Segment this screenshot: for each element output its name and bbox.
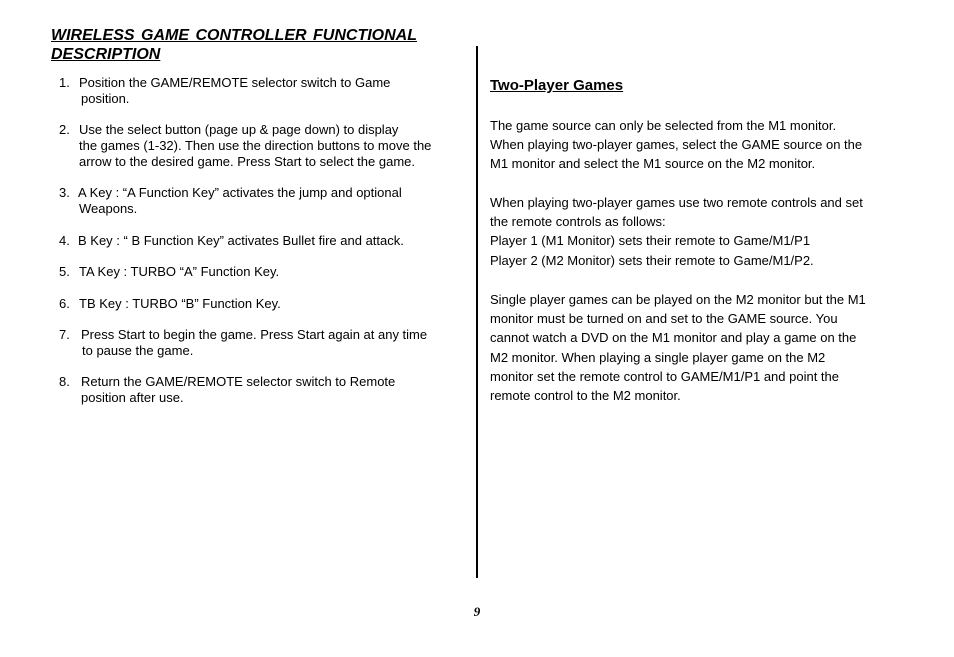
step-line: to pause the game.: [82, 343, 194, 358]
paragraph-line: monitor set the remote control to GAME/M1/P1 and point the: [490, 368, 840, 384]
step-number: 7.: [59, 327, 70, 342]
step-item-3: [59, 185, 402, 217]
step-line: A Key : “A Function Key” activates the jump and optional: [78, 185, 402, 200]
step-line: position after use.: [81, 390, 184, 405]
step-number: 2.: [59, 122, 70, 137]
paragraph-line: the remote controls as follows:: [490, 214, 666, 230]
page-number: 9: [473, 604, 481, 619]
step-line: B Key : “ B Function Key” activates Bullet fire and attack.: [78, 233, 404, 248]
step-item-5: [59, 264, 279, 280]
paragraph-line: The game source can only be selected from the M1 monitor.: [490, 118, 837, 133]
step-item-7: [59, 327, 427, 359]
paragraph: [490, 290, 866, 405]
paragraph-line: M1 monitor and select the M1 source on the M2 monitor.: [490, 156, 816, 172]
column-divider: [476, 46, 478, 578]
step-line: TA Key : TURBO “A” Function Key.: [79, 264, 280, 279]
paragraph-line: M2 monitor. When playing a single player game on the M2: [490, 349, 826, 365]
step-line: Position the GAME/REMOTE selector switch to Game: [79, 75, 391, 90]
step-line: Weapons.: [79, 201, 138, 216]
paragraph-line: Player 1 (M1 Monitor) sets their remote to Game/M1/P1: [490, 233, 811, 249]
step-item-2: [59, 122, 431, 170]
step-number: 4.: [59, 233, 70, 248]
step-line: Press Start to begin the game. Press Start again at any time: [81, 327, 428, 342]
section-title: Two-Player Games: [490, 77, 624, 94]
step-item-6: [59, 296, 281, 312]
paragraph-line: When playing two-player games use two remote controls and set: [490, 195, 863, 210]
heading-line-1: WIRELESS GAME CONTROLLER FUNCTIONAL: [51, 27, 417, 44]
step-item-8: [59, 374, 395, 406]
step-line: arrow to the desired game. Press Start to select the game.: [79, 154, 415, 169]
step-number: 1.: [59, 75, 70, 90]
step-number: 5.: [59, 264, 70, 279]
step-line: position.: [81, 91, 130, 106]
section-heading: [51, 26, 466, 64]
paragraph-line: Single player games can be played on the M2 monitor but the M1: [490, 292, 866, 307]
left-column: [51, 26, 466, 64]
paragraph: [490, 116, 862, 174]
step-number: 3.: [59, 185, 70, 200]
step-number: 8.: [59, 374, 70, 389]
step-line: Return the GAME/REMOTE selector switch to Remote: [81, 374, 396, 389]
heading-line-2: DESCRIPTION: [51, 46, 161, 63]
step-item-4: [59, 233, 404, 249]
step-number: 6.: [59, 296, 70, 311]
paragraph-line: Player 2 (M2 Monitor) sets their remote to Game/M1/P2.: [490, 252, 814, 268]
paragraph-line: monitor must be turned on and set to the GAME source. You: [490, 311, 838, 327]
step-item-1: [59, 75, 390, 107]
step-line: the games (1-32). Then use the direction buttons to move the: [79, 138, 432, 153]
paragraph: [490, 193, 863, 270]
step-line: Use the select button (page up & page down) to display: [79, 122, 399, 137]
paragraph-line: When playing two-player games, select the GAME source on the: [490, 137, 863, 153]
step-line: TB Key : TURBO “B” Function Key.: [79, 296, 281, 311]
paragraph-line: remote control to the M2 monitor.: [490, 388, 681, 404]
paragraph-line: cannot watch a DVD on the M1 monitor and play a game on the: [490, 330, 857, 346]
